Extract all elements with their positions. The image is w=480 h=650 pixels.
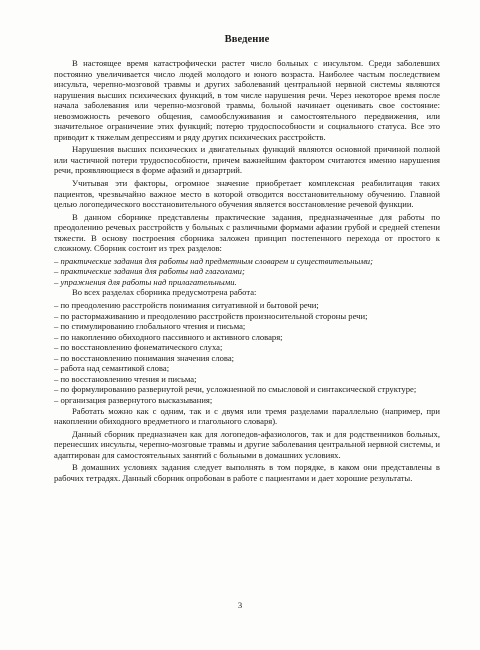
sections-list: [54, 256, 440, 288]
paragraph: В настоящее время катастрофически растет число больных с инсультом. Среди заболевших постоянно увеличивается число людей молодого и юного возраста. Наиболее частым последствием инсульта, черепно-мозговой травмы и других заболеваний центральной нервной системы являются нарушения высших психических функций, в том числе нарушения речи. Через некоторое время после начала заболевания или черепно-мозговой травмы, больной начинает оценивать свое состояние: невозможность речевого общения, самообслуживания и самостоятельного передвижения, или значительное ограничение этих функций; потерю трудоспособности и социального статуса. Все это приводит к тяжелым депрессиям и ряду других психических расстройств.: [54, 58, 440, 142]
document-body: [54, 58, 440, 483]
list-item: – организация развернутого высказывания;: [54, 394, 213, 405]
page-title: Введение: [224, 34, 270, 45]
page-number: 3: [237, 600, 243, 610]
list-item: – практические задания для работы над предметным словарем и существительными;: [54, 255, 373, 266]
paragraph: Работать можно как с одним, так и с двумя или тремя разделами параллельно (например, при накоплении обиходного вредметного и глагольного словаря).: [54, 405, 440, 427]
list-item: – по восстановлению фонематического слуха;: [54, 342, 223, 353]
paragraph: Нарушения высших психических и двигательных функций являются основной причиной полной или частичной потери трудоспособности, причем важнейшим фактором считаются именно нарушения речи, проявляющиеся в форме афазий и дизартрий.: [54, 144, 440, 176]
list-item: – по накоплению обиходного пассивного и активного словаря;: [54, 331, 283, 342]
list-item: – по восстановлению чтения и письма;: [54, 373, 197, 384]
list-item: – практические задания для работы над глаголами;: [54, 266, 245, 277]
list-item: – по стимулированию глобального чтения и письма;: [54, 321, 246, 332]
list-item: – по восстановлению понимания значения слова;: [54, 352, 235, 363]
list-item: – упражнения для работы над прилагательными.: [54, 276, 237, 287]
list-item: – по преодолению расстройств понимания ситуативной и бытовой речи;: [54, 300, 319, 311]
list-item: – работа над семантикой слова;: [54, 363, 170, 374]
list-item: – по растормаживанию и преодолению расстройств произносительной стороны речи;: [54, 310, 368, 321]
paragraph: В данном сборнике представлены практические задания, предназначенные для работы по преодолению речевых расстройств у больных с различными формами афазии грубой и средней степени тяжести. В основу построения сборника заложен принцип постепенного перехода от простого к сложному. Сборник состоит из трех разделов:: [54, 211, 440, 254]
work-list: [54, 300, 440, 405]
work-list-intro: Во всех разделах сборника предусмотрена работа:: [72, 287, 257, 298]
list-item: – по формулированию развернутой речи, усложненной по смысловой и синтаксической структуре;: [54, 384, 417, 395]
paragraph: Учитывая эти факторы, огромное значение приобретает комплексная реабилитация таких пациентов, чрезвычайно важное место в которой отводится восстановительному обучению. Главной целью логопедического восстановительного обучения является восстановление речевой функции.: [54, 178, 440, 210]
paragraph: Данный сборник предназначен как для логопедов-афазиологов, так и для родственников больных, перенесших инсульты, черепно-мозговые травмы и другие заболевания центральной нервной системы, и адаптирован для самостоятельных занятий с больными в домашних условиях.: [54, 428, 440, 460]
paragraph: В домашних условиях задания следует выполнять в том порядке, в каком они представлены в рабочих тетрадях. Данный сборник опробован в работе с пациентами и дает хорошие результаты.: [54, 462, 440, 483]
